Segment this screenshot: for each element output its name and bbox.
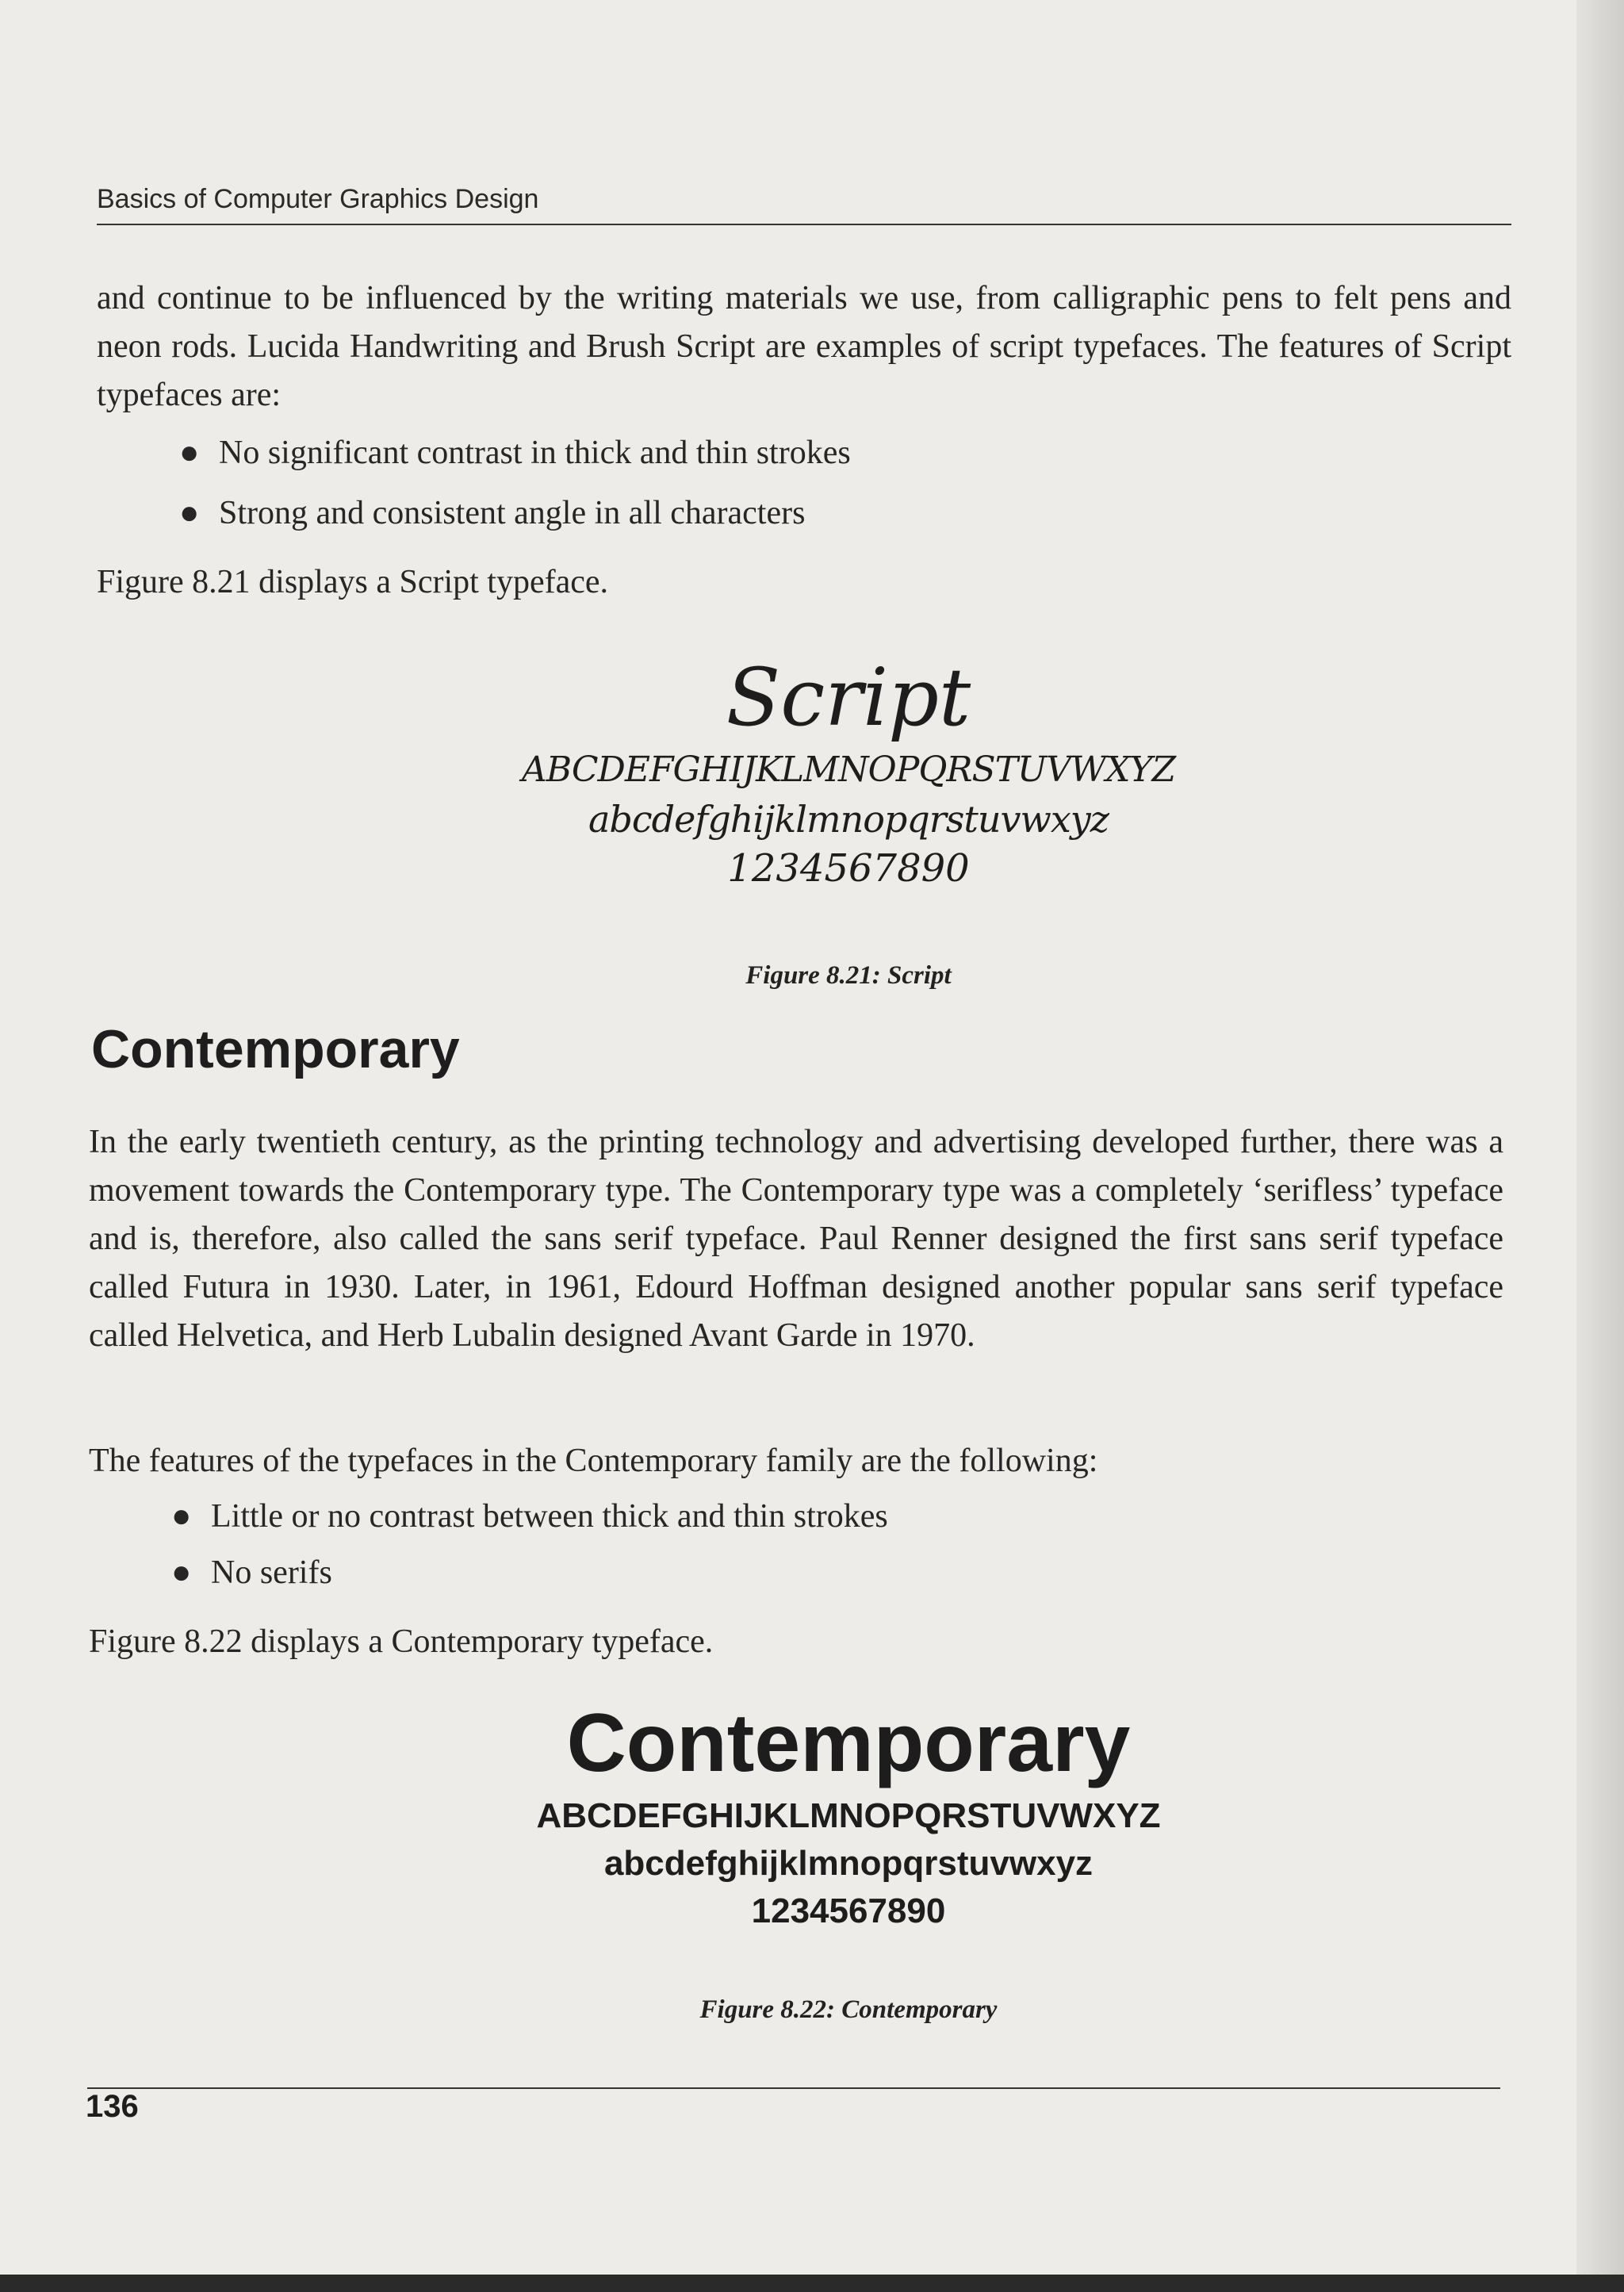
figure-8-21-caption: Figure 8.21: Script xyxy=(745,961,952,990)
intro-bullet-1 xyxy=(179,433,851,473)
bullet-text: Little or no contrast between thick and thin strokes xyxy=(211,1498,888,1535)
footer-rule xyxy=(87,2087,1500,2089)
bullet-icon: ● xyxy=(171,1498,192,1535)
script-specimen-digits: 1234567890 xyxy=(727,846,970,891)
contemporary-features-intro: The features of the typefaces in the Contemporary family are the following: xyxy=(89,1443,1098,1479)
page-edge-shadow xyxy=(1576,0,1624,2292)
section-heading: Contemporary xyxy=(91,1019,460,1079)
bullet-text: No serifs xyxy=(211,1554,332,1591)
script-specimen xyxy=(317,650,1380,893)
page-bottom-edge xyxy=(0,2275,1624,2292)
contemporary-specimen-uppercase: ABCDEFGHIJKLMNOPQRSTUVWXYZ xyxy=(536,1796,1161,1835)
contemporary-specimen xyxy=(317,1694,1380,1935)
figure-8-21-reference: Figure 8.21 displays a Script typeface. xyxy=(97,564,609,600)
script-specimen-lowercase: abcdefghijklmnopqrstuvwxyz xyxy=(588,798,1109,841)
contemporary-bullet-1 xyxy=(171,1497,888,1536)
running-header: Basics of Computer Graphics Design xyxy=(97,184,539,214)
bullet-icon: ● xyxy=(179,495,200,531)
bullet-icon: ● xyxy=(179,435,200,471)
figure-8-22-caption: Figure 8.22: Contemporary xyxy=(699,1995,998,2024)
page-number: 136 xyxy=(86,2089,139,2124)
script-specimen-uppercase: ABCDEFGHIJKLMNOPQRSTUVWXYZ xyxy=(521,749,1176,790)
bullet-icon: ● xyxy=(171,1554,192,1591)
contemporary-specimen-title: Contemporary xyxy=(566,1697,1131,1789)
header-rule xyxy=(97,224,1511,225)
bullet-text: No significant contrast in thick and thin strokes xyxy=(219,435,851,471)
contemporary-paragraph: In the early twentieth century, as the printing technology and advertising developed further, there was a movement towards the Contemporary type. The Contemporary type was a completely ‘serifless’ typeface and is, therefore, also called the sans serif typeface. Paul Renner designed the first sans serif typeface called Futura in 1930. Later, in 1961, Edourd Hoffman designed another popular sans serif typeface called Helvetica, and Herb Lubalin designed Avant Garde in 1970. xyxy=(89,1124,1503,1354)
contemporary-bullet-2 xyxy=(171,1553,332,1593)
contemporary-specimen-lowercase: abcdefghijklmnopqrstuvwxyz xyxy=(603,1844,1094,1883)
intro-paragraph: and continue to be influenced by the writing materials we use, from calligraphic pens to felt pens and neon rods. Lucida Handwriting and Brush Script are examples of script typefaces. The features of Script typefaces are: xyxy=(97,280,1511,413)
figure-8-22-reference: Figure 8.22 displays a Contemporary typeface. xyxy=(89,1623,714,1660)
bullet-text: Strong and consistent angle in all characters xyxy=(219,495,806,531)
contemporary-specimen-digits: 1234567890 xyxy=(751,1891,946,1930)
intro-bullet-2 xyxy=(179,493,805,533)
script-specimen-title: Script xyxy=(726,651,971,744)
